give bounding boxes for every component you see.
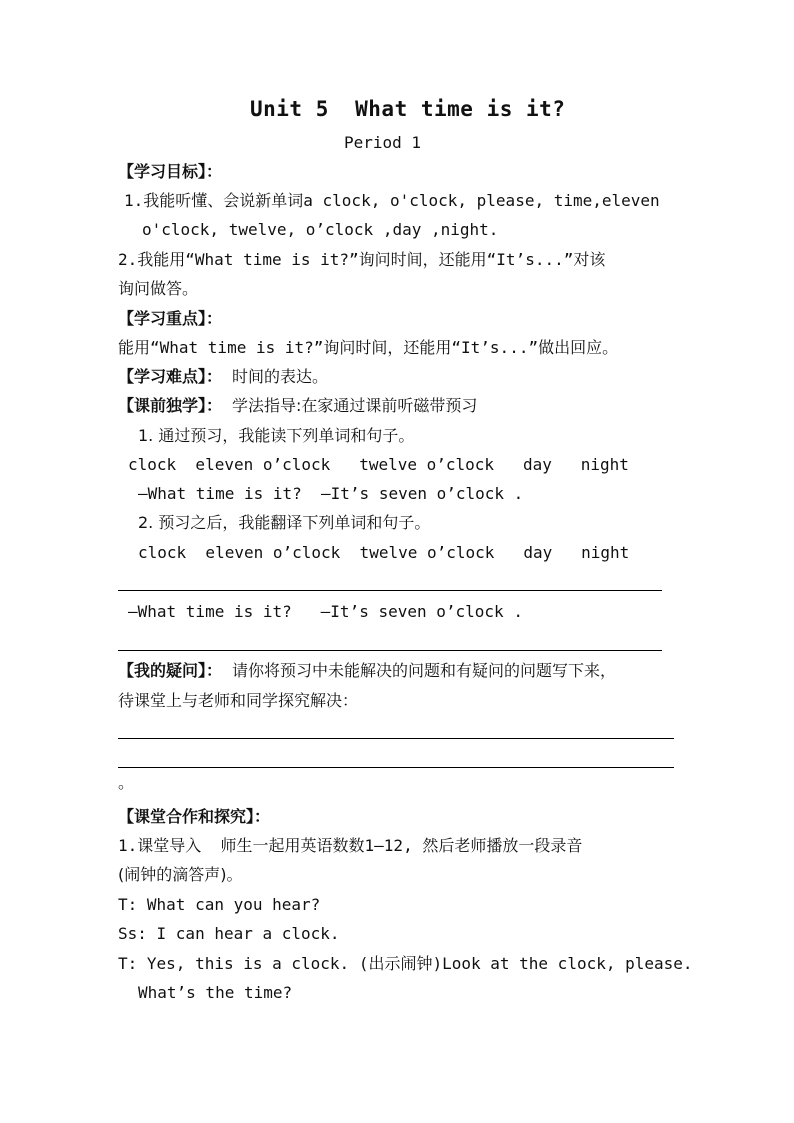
dialog-line-2: Ss: I can hear a clock. — [118, 924, 340, 943]
dialog-line-1: T: What can you hear? — [118, 895, 321, 914]
questions-heading: 【我的疑问】： — [118, 661, 223, 680]
difficulties-heading: 【学习难点】： — [118, 367, 223, 386]
preview-words-2: clock eleven o’clock twelve o’clock day night — [138, 543, 630, 562]
preview-sentence-1: —What time is it? —It’s seven o’clock . — [138, 484, 524, 503]
key-points-text: 能用“What time is it?”询问时间，还能用“It’s...”做出回应。 — [118, 338, 619, 357]
dialog-line-4: What’s the time? — [138, 983, 293, 1002]
classroom-heading: 【课堂合作和探究】： — [118, 807, 271, 826]
classroom-intro-line1: 1.课堂导入 师生一起用英语数数1—12, 然后老师播放一段录音 — [118, 836, 583, 855]
key-points-heading: 【学习重点】： — [118, 309, 223, 328]
answer-line-2[interactable] — [118, 650, 662, 651]
preview-sentence-2: —What time is it? —It’s seven o’clock . — [128, 602, 523, 621]
objective-1-line2: o'clock, twelve, o’clock ,day ,night. — [142, 220, 499, 239]
objectives-heading: 【学习目标】： — [118, 162, 223, 181]
objective-2-line2: 询问做答。 — [118, 279, 199, 298]
answer-line-1[interactable] — [118, 590, 662, 591]
period-label: Period 1 — [344, 133, 422, 152]
objective-1-line1: 1.我能听懂、会说新单词a clock, o'clock, please, time,eleven — [124, 191, 660, 210]
questions-text-line2: 待课堂上与老师和同学探究解决： — [118, 691, 359, 710]
page-title: Unit 5 What time is it? — [250, 97, 566, 121]
preview-words-1: clock eleven o’clock twelve o’clock day night — [128, 455, 629, 474]
answer-line-3[interactable] — [118, 738, 674, 739]
classroom-intro-line2: (闹钟的滴答声)。 — [118, 865, 243, 884]
objective-2-line1: 2.我能用“What time is it?”询问时间，还能用“It’s...”对该 — [118, 250, 606, 269]
questions-text-line1: 请你将预习中未能解决的问题和有疑问的问题写下来， — [232, 661, 617, 680]
questions-end-mark: 。 — [118, 773, 135, 792]
preview-guide: 学法指导:在家通过课前听磁带预习 — [232, 396, 478, 415]
preview-step-2: 2. 预习之后，我能翻译下列单词和句子。 — [138, 513, 431, 532]
dialog-line-3: T: Yes, this is a clock. (出示闹钟)Look at the clock, please. — [118, 954, 693, 973]
preview-heading: 【课前独学】： — [118, 396, 223, 415]
difficulties-text: 时间的表达。 — [232, 367, 329, 386]
preview-step-1: 1. 通过预习，我能读下列单词和句子。 — [138, 426, 415, 445]
answer-line-4[interactable] — [118, 767, 674, 768]
